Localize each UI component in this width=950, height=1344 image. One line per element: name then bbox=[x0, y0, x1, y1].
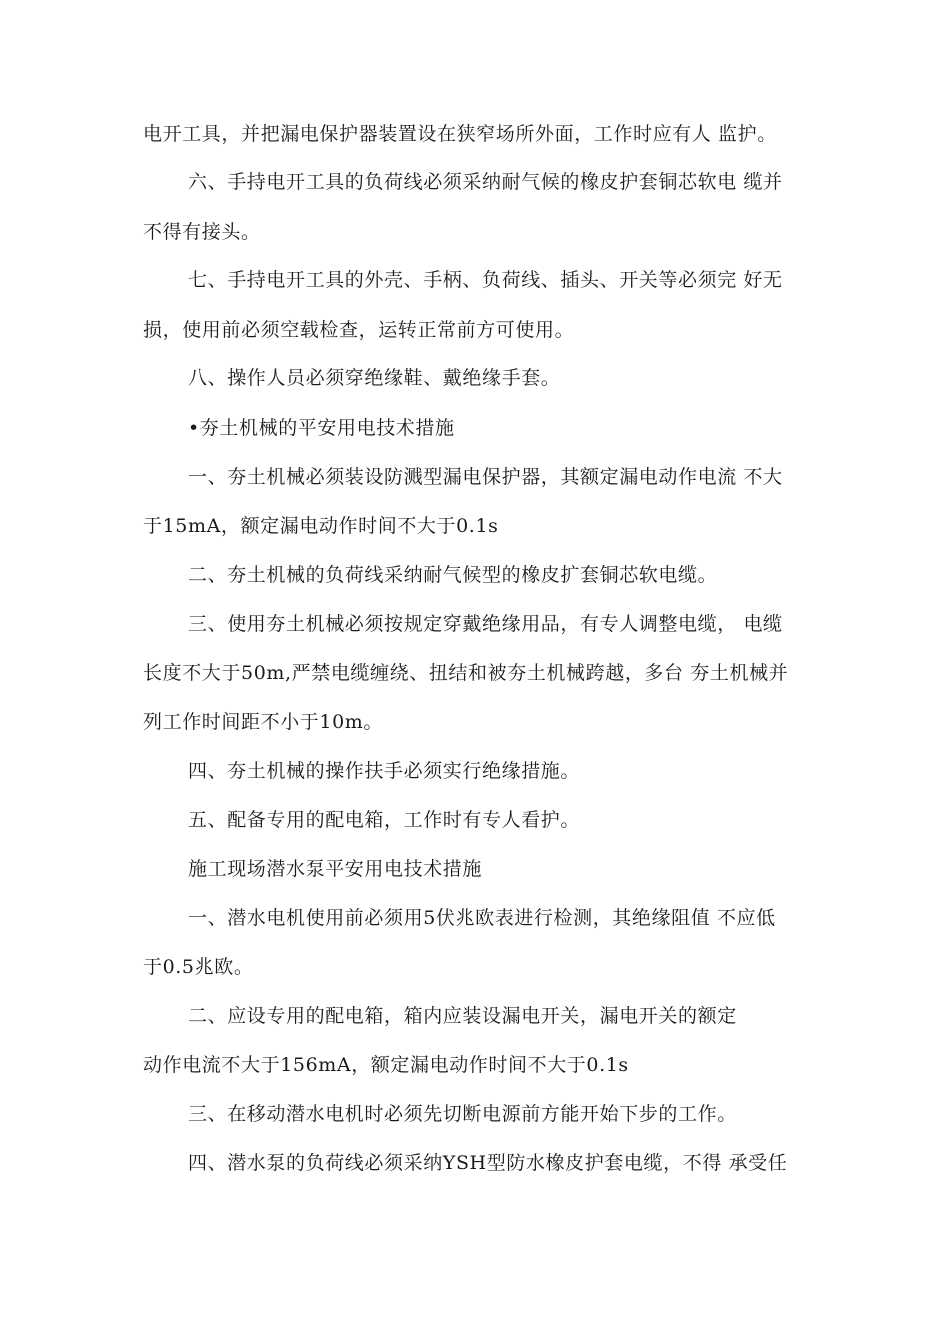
pump-item-2-line-1: 二、应设专用的配电箱，箱内应装设漏电开关，漏电开关的额定 bbox=[188, 1005, 737, 1027]
paragraph-7-line-1: 七、手持电开工具的外壳、手柄、负荷线、插头、开关等必须完 好无 bbox=[188, 269, 783, 291]
pump-item-2-line-2: 动作电流不大于156mA，额定漏电动作时间不大于0.1s bbox=[143, 1054, 629, 1076]
tamper-item-5: 五、配备专用的配电箱，工作时有专人看护。 bbox=[188, 809, 581, 831]
paragraph-8: 八、操作人员必须穿绝缘鞋、戴绝缘手套。 bbox=[188, 367, 561, 389]
tamper-item-4: 四、夯土机械的操作扶手必须实行绝缘措施。 bbox=[188, 760, 581, 782]
tamper-item-2: 二、夯土机械的负荷线采纳耐气候型的橡皮扩套铜芯软电缆。 bbox=[188, 564, 718, 586]
tamper-item-1-line-1: 一、夯土机械必须装设防溅型漏电保护器，其额定漏电动作电流 不大 bbox=[188, 466, 783, 488]
paragraph-6-line-1: 六、手持电开工具的负荷线必须采纳耐气候的橡皮护套铜芯软电 缆并 bbox=[188, 171, 783, 193]
tamper-item-3-line-1: 三、使用夯土机械必须按规定穿戴绝缘用品，有专人调整电缆， 电缆 bbox=[188, 613, 783, 635]
tamper-item-1-line-2: 于15mA，额定漏电动作时间不大于0.1s bbox=[143, 515, 499, 537]
paragraph-6-line-2: 不得有接头。 bbox=[143, 221, 261, 243]
paragraph-7-line-2: 损，使用前必须空载检查，运转正常前方可使用。 bbox=[143, 319, 575, 341]
pump-item-4-line-1: 四、潜水泵的负荷线必须采纳YSH型防水橡皮护套电缆，不得 承受任 bbox=[188, 1152, 788, 1174]
pump-item-1-line-1: 一、潜水电机使用前必须用5伏兆欧表进行检测，其绝缘阻值 不应低 bbox=[188, 907, 776, 929]
tamper-item-3-line-3: 列工作时间距不小于10m。 bbox=[143, 711, 383, 733]
tamper-item-3-line-2: 长度不大于50m,严禁电缆缠绕、扭结和被夯土机械跨越，多台 夯土机械并 bbox=[143, 662, 789, 684]
section-heading-tamper: •夯土机械的平安用电技术措施 bbox=[188, 417, 455, 439]
pump-item-3: 三、在移动潜水电机时必须先切断电源前方能开始下步的工作。 bbox=[188, 1103, 737, 1125]
pump-item-1-line-2: 于0.5兆欧。 bbox=[143, 956, 254, 978]
body-text-line: 电开工具，并把漏电保护器装置设在狭窄场所外面，工作时应有人 监护。 bbox=[143, 123, 777, 145]
section-heading-pump: 施工现场潜水泵平安用电技术措施 bbox=[188, 858, 483, 880]
